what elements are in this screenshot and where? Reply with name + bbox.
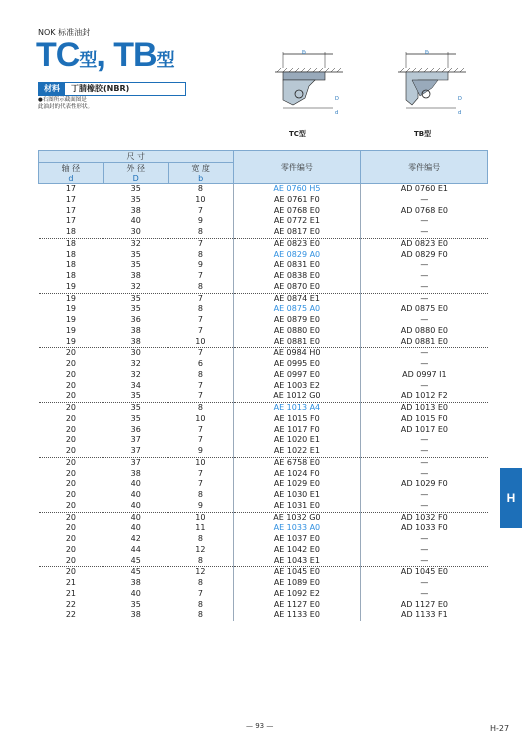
tc-part-number-cell: AE 1029 E0 (233, 479, 361, 490)
table-row (39, 206, 488, 217)
table-row (39, 337, 488, 348)
width-cell: 9 (197, 216, 203, 226)
tc-part-number-cell: AE 0874 E1 (233, 293, 361, 304)
page-number: H-27 (490, 724, 510, 733)
width-cell: 7 (168, 293, 233, 304)
table-row (39, 282, 488, 293)
outer-diameter-cell: 40 (130, 479, 141, 489)
tb-part-number-cell: — (361, 293, 488, 304)
tc-part-number-cell: AE 0817 E0 (233, 227, 361, 238)
brand-label: NOK 标准油封 (38, 28, 91, 37)
tb-d-label: d (458, 110, 462, 116)
tb-part-number-cell: — (361, 216, 488, 227)
shaft-diameter-cell: 21 (65, 588, 77, 598)
tb-part-number-cell: AD 1017 E0 (361, 425, 488, 436)
table-row (39, 578, 488, 589)
tb-part-number-cell: — (361, 227, 488, 238)
width-header: 宽 度 b (168, 163, 233, 184)
outer-diameter-cell: 35 (130, 194, 141, 204)
table-row (39, 414, 488, 425)
tc-figure-label: TC型 (289, 130, 306, 138)
table-row (39, 260, 488, 271)
tc-part-number-cell: AE 1042 E0 (233, 545, 361, 556)
tc-part-number-cell: AE 0875 A0 (233, 304, 361, 315)
tb-part-number-cell: — (361, 578, 488, 589)
outer-diameter-cell: 35 (130, 599, 141, 609)
outer-diameter-cell: 30 (103, 348, 168, 359)
section-tab-h[interactable]: H (500, 468, 522, 528)
width-cell: 8 (168, 184, 233, 195)
shaft-diameter-cell: 20 (39, 457, 104, 468)
title-tc: TC (36, 36, 80, 74)
table-row (39, 446, 488, 457)
outer-diameter-cell: 38 (130, 578, 141, 587)
tc-part-number-cell: AE 1033 A0 (233, 523, 361, 534)
width-cell: 7 (197, 325, 203, 335)
outer-diameter-cell: 37 (130, 446, 141, 455)
title-tb-suffix: 型 (156, 50, 174, 70)
tb-cross-section-diagram (398, 50, 468, 125)
tc-part-number-cell: AE 1022 E1 (233, 446, 361, 457)
shaft-diameter-cell: 20 (39, 567, 104, 578)
shaft-diameter-cell: 20 (65, 544, 77, 554)
tc-part-number-cell: AE 0768 E0 (233, 206, 361, 217)
tb-part-number-cell: AD 1133 F1 (361, 610, 488, 621)
tc-part-number-cell: AE 1092 E2 (233, 589, 361, 600)
table-row (39, 370, 488, 381)
outer-diameter-cell: 32 (103, 238, 168, 249)
size-header-group: 尺 寸 (39, 151, 234, 163)
shaft-diameter-cell: 20 (65, 555, 77, 565)
width-cell: 8 (197, 599, 203, 609)
width-cell: 6 (197, 359, 203, 368)
table-row (39, 512, 488, 523)
outer-diameter-cell: 37 (130, 435, 141, 445)
tb-part-number-cell: — (361, 195, 488, 206)
width-cell: 8 (168, 403, 233, 414)
width-cell: 7 (197, 391, 203, 401)
shaft-diameter-cell: 19 (65, 315, 77, 324)
table-row (39, 359, 488, 370)
outer-diameter-cell: 36 (130, 315, 141, 324)
title-tb: TB (113, 36, 157, 74)
tb-part-number-cell: AD 0760 E1 (361, 184, 488, 195)
table-row (39, 534, 488, 545)
tb-part-number-cell: — (361, 457, 488, 468)
width-cell: 10 (168, 457, 233, 468)
tb-part-number-cell: — (361, 545, 488, 556)
table-row (39, 315, 488, 326)
table-row (39, 610, 488, 621)
width-cell: 7 (197, 205, 203, 215)
shaft-diameter-cell: 20 (65, 435, 77, 445)
shaft-diameter-cell: 20 (39, 403, 104, 414)
tb-part-number-cell: AD 0875 E0 (361, 304, 488, 315)
figure-note (38, 97, 93, 111)
tc-cross-section-diagram (275, 50, 345, 125)
width-cell: 7 (197, 424, 203, 434)
oil-seal-size-table (38, 150, 488, 621)
table-row (39, 348, 488, 359)
shaft-diameter-cell: 22 (65, 610, 77, 620)
shaft-diameter-cell: 22 (65, 599, 77, 609)
outer-diameter-cell: 38 (130, 271, 141, 280)
tb-part-number-cell: — (361, 271, 488, 282)
shaft-diameter-header: 轴 径 d (39, 163, 104, 184)
tc-part-number-cell: AE 1032 G0 (233, 512, 361, 523)
table-row (39, 435, 488, 446)
tc-part-number-cell: AE 0879 E0 (233, 315, 361, 326)
tc-part-number-cell: AE 0772 E1 (233, 216, 361, 227)
tb-part-number-cell: — (361, 348, 488, 359)
outer-diameter-cell: 35 (103, 293, 168, 304)
shaft-diameter-cell: 18 (39, 238, 104, 249)
table-row (39, 501, 488, 512)
tb-part-number-cell: — (361, 534, 488, 545)
tc-part-number-cell: AE 1031 E0 (233, 501, 361, 512)
shaft-diameter-cell: 19 (65, 304, 77, 314)
tc-part-number-cell: AE 0831 E0 (233, 260, 361, 271)
outer-diameter-cell: 32 (130, 281, 141, 291)
outer-diameter-cell: 34 (130, 380, 141, 390)
outer-diameter-cell: 32 (130, 369, 141, 379)
width-cell: 10 (168, 512, 233, 523)
tb-part-number-cell: AD 0880 E0 (361, 326, 488, 337)
shaft-diameter-cell: 18 (65, 227, 77, 236)
width-cell: 8 (197, 281, 203, 291)
outer-diameter-cell: 32 (130, 359, 141, 368)
tc-part-number-cell: AE 0995 E0 (233, 359, 361, 370)
shaft-diameter-cell: 20 (65, 490, 77, 499)
tb-part-number-cell: AD 0829 F0 (361, 250, 488, 261)
tc-D-label: D (335, 96, 339, 102)
tc-part-number-cell: AE 0880 E0 (233, 326, 361, 337)
tc-part-number-cell: AE 0997 E0 (233, 370, 361, 381)
tc-part-number-cell: AE 0823 E0 (233, 238, 361, 249)
shaft-diameter-cell: 18 (65, 271, 77, 280)
table-row (39, 490, 488, 501)
shaft-diameter-cell: 20 (65, 523, 77, 533)
tb-part-number-cell: AD 0997 I1 (361, 370, 488, 381)
width-cell: 9 (197, 500, 203, 510)
tb-part-number-cell: — (361, 381, 488, 392)
width-cell: 7 (197, 380, 203, 390)
width-cell: 11 (195, 523, 206, 533)
table-row (39, 238, 488, 249)
outer-diameter-cell: 35 (130, 391, 141, 401)
shaft-diameter-cell: 17 (65, 205, 77, 215)
tc-part-number-cell: AE 1012 G0 (233, 391, 361, 402)
tc-part-number-cell: AE 0984 H0 (233, 348, 361, 359)
width-cell: 7 (168, 238, 233, 249)
outer-diameter-cell: 38 (130, 336, 141, 346)
tb-part-number-cell: — (361, 260, 488, 271)
width-cell: 8 (197, 227, 203, 236)
table-row (39, 469, 488, 480)
table-row (39, 457, 488, 468)
width-cell: 7 (197, 468, 203, 478)
width-cell: 8 (197, 610, 203, 620)
table-row (39, 523, 488, 534)
tc-part-number-cell: AE 0838 E0 (233, 271, 361, 282)
shaft-diameter-cell: 19 (65, 325, 77, 335)
tc-part-number-cell: AE 1133 E0 (233, 610, 361, 621)
tb-part-number-cell: AD 1013 E0 (361, 403, 488, 414)
shaft-diameter-cell: 21 (65, 578, 77, 587)
width-cell: 7 (197, 588, 203, 598)
outer-diameter-cell: 40 (130, 216, 141, 226)
tc-part-number-cell: AE 1030 E1 (233, 490, 361, 501)
table-row (39, 600, 488, 611)
table-row (39, 567, 488, 578)
tb-part-number-cell: — (361, 501, 488, 512)
tb-part-number-cell: — (361, 446, 488, 457)
width-cell: 10 (195, 194, 206, 204)
tb-part-number-cell: AD 1045 E0 (361, 567, 488, 578)
tb-part-number-cell: AD 0768 E0 (361, 206, 488, 217)
table-row (39, 403, 488, 414)
width-cell: 9 (197, 446, 203, 455)
width-cell: 8 (197, 369, 203, 379)
outer-diameter-cell: 35 (103, 184, 168, 195)
table-row (39, 589, 488, 600)
tb-part-number-cell: — (361, 469, 488, 480)
tc-part-number-cell: AE 0761 F0 (233, 195, 361, 206)
width-cell: 7 (197, 271, 203, 280)
shaft-diameter-cell: 20 (65, 380, 77, 390)
shaft-diameter-cell: 19 (65, 336, 77, 346)
table-row (39, 479, 488, 490)
width-cell: 8 (197, 555, 203, 565)
outer-diameter-header: 外 径 D (103, 163, 168, 184)
tc-part-number-cell: AE 1015 F0 (233, 414, 361, 425)
table-row (39, 195, 488, 206)
material-value: 丁腈橡胶(NBR) (71, 84, 130, 93)
outer-diameter-cell: 35 (130, 260, 141, 270)
shaft-diameter-cell: 20 (65, 468, 77, 478)
tb-part-number-cell: AD 1015 F0 (361, 414, 488, 425)
outer-diameter-cell: 35 (103, 403, 168, 414)
tc-b-label: b (302, 50, 306, 56)
shaft-diameter-cell: 19 (65, 281, 77, 291)
tc-part-number-cell: AE 1024 F0 (233, 469, 361, 480)
shaft-diameter-cell: 18 (65, 249, 77, 259)
page-title (36, 38, 174, 77)
width-cell: 10 (195, 413, 206, 423)
tb-part-number-cell: AD 1127 E0 (361, 600, 488, 611)
tc-part-number-cell: AE 0870 E0 (233, 282, 361, 293)
shaft-diameter-cell: 20 (65, 500, 77, 510)
shaft-diameter-cell: 17 (65, 194, 77, 204)
tc-part-number-cell: AE 1003 E2 (233, 381, 361, 392)
title-tc-suffix: 型 (79, 50, 97, 70)
shaft-diameter-cell: 17 (39, 184, 104, 195)
tc-part-number-cell: AE 1043 E1 (233, 556, 361, 567)
outer-diameter-cell: 38 (130, 205, 141, 215)
width-cell: 8 (197, 578, 203, 587)
material-label: 材料 (39, 83, 65, 95)
note-line-1: ●右图所示截面图是 (38, 97, 87, 103)
outer-diameter-cell: 44 (130, 544, 141, 554)
tc-part-number-cell: AE 1127 E0 (233, 600, 361, 611)
table-row (39, 425, 488, 436)
table-row (39, 381, 488, 392)
tb-part-number-cell: — (361, 556, 488, 567)
shaft-diameter-cell: 20 (65, 391, 77, 401)
shaft-diameter-cell: 17 (65, 216, 77, 226)
table-row (39, 227, 488, 238)
tb-part-number-cell: — (361, 589, 488, 600)
table-row (39, 391, 488, 402)
shaft-diameter-cell: 20 (65, 424, 77, 434)
shaft-diameter-cell: 20 (65, 479, 77, 489)
outer-diameter-cell: 45 (103, 567, 168, 578)
width-cell: 7 (197, 315, 203, 324)
outer-diameter-cell: 35 (130, 304, 141, 314)
shaft-diameter-cell: 20 (65, 413, 77, 423)
width-cell: 9 (197, 260, 203, 270)
outer-diameter-cell: 38 (130, 468, 141, 478)
outer-diameter-cell: 37 (103, 457, 168, 468)
table-row (39, 556, 488, 567)
title-sep: , (96, 36, 114, 74)
width-cell: 7 (197, 435, 203, 445)
outer-diameter-cell: 36 (130, 424, 141, 434)
shaft-diameter-cell: 20 (39, 512, 104, 523)
shaft-diameter-cell: 20 (65, 359, 77, 368)
outer-diameter-cell: 35 (130, 413, 141, 423)
tc-part-number-cell: AE 1020 E1 (233, 435, 361, 446)
tc-part-number-cell: AE 1017 F0 (233, 425, 361, 436)
width-cell: 8 (197, 534, 203, 543)
outer-diameter-cell: 40 (130, 500, 141, 510)
tc-part-number-cell: AE 0760 H5 (233, 184, 361, 195)
tb-part-number-cell: — (361, 435, 488, 446)
tc-d-label: d (335, 110, 339, 116)
note-line-2: 此油封的代表性形状。 (38, 104, 94, 110)
table-row (39, 304, 488, 315)
material-box (38, 82, 186, 96)
outer-diameter-cell: 45 (130, 555, 141, 565)
table-row (39, 250, 488, 261)
shaft-diameter-cell: 20 (39, 348, 104, 359)
tc-part-number-cell: AE 0829 A0 (233, 250, 361, 261)
outer-diameter-cell: 35 (130, 249, 141, 259)
shaft-diameter-cell: 20 (65, 446, 77, 455)
shaft-diameter-cell: 19 (39, 293, 104, 304)
outer-diameter-cell: 38 (130, 610, 141, 620)
outer-diameter-cell: 40 (130, 523, 141, 533)
tb-part-number-cell: — (361, 359, 488, 370)
width-cell: 7 (168, 348, 233, 359)
table-row (39, 293, 488, 304)
width-cell: 12 (195, 544, 206, 554)
outer-diameter-cell: 40 (130, 490, 141, 499)
table-row (39, 271, 488, 282)
table-row (39, 545, 488, 556)
center-page-number: — 93 — (246, 722, 274, 730)
width-cell: 12 (168, 567, 233, 578)
outer-diameter-cell: 40 (130, 588, 141, 598)
shaft-diameter-cell: 18 (65, 260, 77, 270)
table-row (39, 184, 488, 195)
shaft-diameter-cell: 20 (65, 369, 77, 379)
outer-diameter-cell: 40 (103, 512, 168, 523)
tc-part-number-cell: AE 1089 E0 (233, 578, 361, 589)
shaft-diameter-cell: 20 (65, 534, 77, 543)
tb-part-number-cell: — (361, 282, 488, 293)
table-body (39, 184, 488, 622)
tb-part-number-cell: AD 1029 F0 (361, 479, 488, 490)
width-cell: 7 (197, 479, 203, 489)
tb-part-number-cell: — (361, 315, 488, 326)
width-cell: 10 (195, 336, 206, 346)
width-cell: 8 (197, 249, 203, 259)
tb-part-number-cell: AD 0823 E0 (361, 238, 488, 249)
tc-part-number-cell: AE 1037 E0 (233, 534, 361, 545)
table-row (39, 216, 488, 227)
tb-b-label: b (425, 50, 429, 56)
tc-part-number-cell: AE 1045 E0 (233, 567, 361, 578)
tb-part-number-cell: — (361, 490, 488, 501)
outer-diameter-cell: 38 (130, 325, 141, 335)
tb-part-number-cell: AD 0881 E0 (361, 337, 488, 348)
tb-part-number-cell: AD 1033 F0 (361, 523, 488, 534)
tc-part-number-cell: AE 0881 E0 (233, 337, 361, 348)
tb-part-number-cell: AD 1032 F0 (361, 512, 488, 523)
tc-part-number-cell: AE 1013 A4 (233, 403, 361, 414)
outer-diameter-cell: 42 (130, 534, 141, 543)
table-row (39, 326, 488, 337)
outer-diameter-cell: 30 (130, 227, 141, 236)
tb-D-label: D (458, 96, 462, 102)
tb-figure-label: TB型 (414, 130, 432, 138)
tc-part-number-cell: AE 6758 E0 (233, 457, 361, 468)
tb-part-number-cell: AD 1012 F2 (361, 391, 488, 402)
part-number-header-tb: 零件编号 (361, 151, 488, 184)
width-cell: 8 (197, 304, 203, 314)
width-cell: 8 (197, 490, 203, 499)
part-number-header-tc: 零件编号 (233, 151, 361, 184)
